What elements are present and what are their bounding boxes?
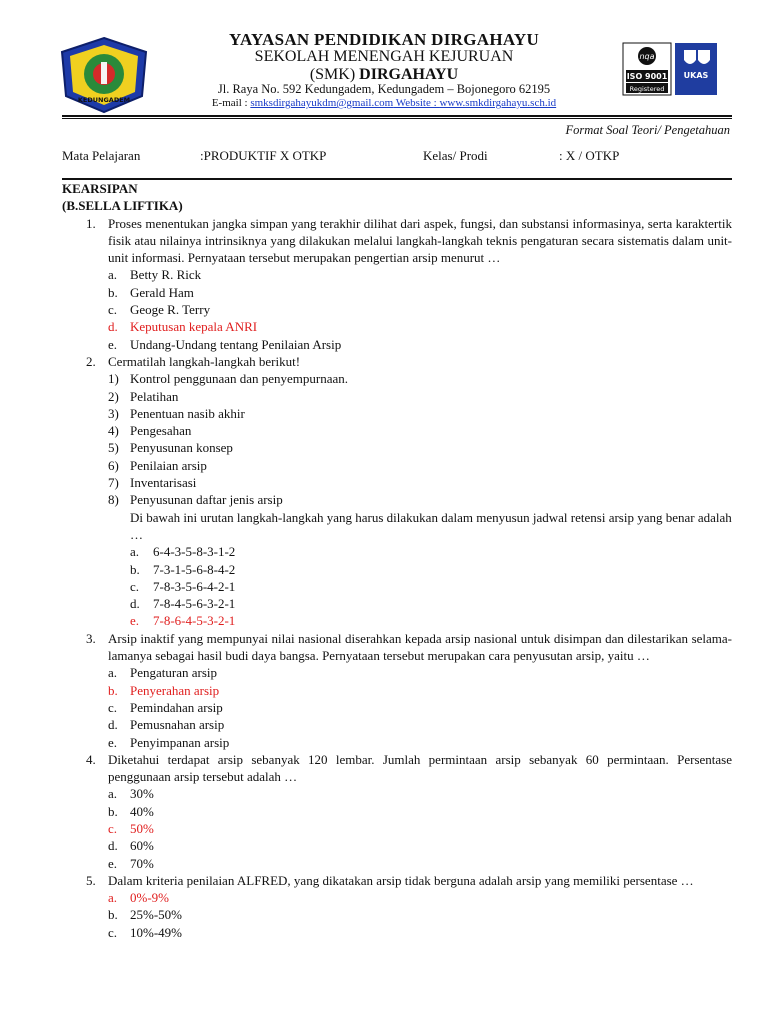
- school-emblem-icon: [58, 36, 150, 114]
- question-number: 2.: [86, 353, 96, 369]
- website-link[interactable]: www.smkdirgahayu.sch.id: [439, 97, 557, 109]
- option-letter: e.: [108, 855, 118, 871]
- step-number: 8): [108, 492, 119, 508]
- answer-option: [62, 803, 732, 820]
- svg-text:ISO 9001: ISO 9001: [626, 72, 668, 81]
- option-text: Pemusnahan arsip: [130, 717, 225, 733]
- step-item: [62, 439, 732, 456]
- option-letter: d.: [108, 717, 118, 733]
- option-text: Undang-Undang tentang Penilaian Arsip: [130, 336, 342, 352]
- option-text: 40%: [130, 803, 154, 819]
- answer-option: [62, 906, 732, 923]
- option-letter: e.: [130, 613, 140, 629]
- svg-text:KEDUNGADEM: KEDUNGADEM: [77, 96, 131, 104]
- step-number: 7): [108, 475, 119, 491]
- option-letter: c.: [108, 302, 118, 318]
- option-letter: a.: [108, 267, 118, 283]
- step-text: Penilaian arsip: [130, 457, 207, 473]
- option-text: Gerald Ham: [130, 284, 194, 300]
- question-body: Proses menentukan jangka simpan yang terakhir dilihat dari aspek, fungsi, dan substansi informasinya, serta karaktertik fisik atau nilainya intrinsiknya yang dilakukan melalui langkah-langkah teknis pengaturan secara sistematis dalam unit-unit informasi. Pernyataan tersebut merupakan pengertian arsip menurut …: [108, 215, 732, 266]
- class-label: Kelas/ Prodi: [423, 148, 488, 163]
- option-text: Penyerahan arsip: [130, 682, 220, 698]
- answer-option: [62, 301, 732, 318]
- option-letter: c.: [130, 578, 140, 594]
- section-title: KEARSIPAN: [62, 181, 138, 196]
- step-number: 6): [108, 457, 119, 473]
- option-text: 50%: [130, 820, 154, 836]
- header-divider: [62, 115, 732, 117]
- step-number: 4): [108, 423, 119, 439]
- letterhead: [0, 0, 768, 137]
- question-number: 1.: [86, 215, 96, 231]
- option-letter: a.: [108, 786, 118, 802]
- answer-option: [62, 578, 732, 595]
- subject-label: Mata Pelajaran: [62, 148, 141, 163]
- option-text: 70%: [130, 855, 154, 871]
- step-item: [62, 457, 732, 474]
- option-letter: b.: [108, 682, 118, 698]
- step-text: Penyusunan konsep: [130, 440, 233, 456]
- school-type: SEKOLAH MENENGAH KEJURUAN: [254, 48, 514, 65]
- option-letter: d.: [130, 596, 140, 612]
- step-text: Inventarisasi: [130, 475, 197, 491]
- svg-text:UKAS: UKAS: [683, 71, 709, 80]
- answer-option: [62, 716, 732, 733]
- option-letter: a.: [108, 890, 118, 906]
- question-list: [62, 215, 732, 941]
- option-text: 0%-9%: [130, 890, 169, 906]
- option-text: Penyimpanan arsip: [130, 734, 230, 750]
- subject-row: [62, 148, 732, 170]
- step-number: 5): [108, 440, 119, 456]
- option-text: 10%-49%: [130, 924, 182, 940]
- answer-option-correct: [62, 889, 732, 906]
- step-item: [62, 405, 732, 422]
- email-link[interactable]: smksdirgahayukdm@gmail.com: [250, 97, 394, 109]
- option-text: 6-4-3-5-8-3-1-2: [153, 544, 236, 560]
- author-name: (B.SELLA LIFTIKA): [62, 198, 183, 214]
- option-letter: b.: [130, 561, 140, 577]
- option-text: Pemindahan arsip: [130, 699, 223, 715]
- answer-option-correct: [62, 820, 732, 837]
- header-divider-thin: [62, 118, 732, 119]
- answer-option: [62, 734, 732, 751]
- answer-option: [62, 284, 732, 301]
- option-text: Betty R. Rick: [130, 267, 202, 283]
- step-item: [62, 388, 732, 405]
- iso-certification-icon: [622, 42, 718, 96]
- svg-text:nqa: nqa: [639, 52, 655, 61]
- option-letter: c.: [108, 820, 118, 836]
- school-address: Jl. Raya No. 592 Kedungadem, Kedungadem – Bojonegoro 62195: [217, 82, 551, 96]
- option-letter: a.: [108, 665, 118, 681]
- question-text: [62, 751, 732, 786]
- option-letter: b.: [108, 803, 118, 819]
- option-letter: a.: [130, 544, 140, 560]
- option-letter: d.: [108, 838, 118, 854]
- option-text: 7-3-1-5-6-8-4-2: [153, 561, 236, 577]
- answer-option-correct: [62, 612, 732, 629]
- question-body: Cermatilah langkah-langkah berikut!: [108, 353, 301, 369]
- step-item: [62, 422, 732, 439]
- step-item: [62, 491, 732, 508]
- answer-option: [62, 924, 732, 941]
- option-text: 25%-50%: [130, 907, 182, 923]
- question-number: 4.: [86, 751, 96, 767]
- option-text: 7-8-3-5-6-4-2-1: [153, 578, 236, 594]
- question-body: Diketahui terdapat arsip sebanyak 120 lembar. Jumlah permintaan arsip sebanyak 60 permintaan. Persentase penggunaan arsip tersebut adalah …: [108, 751, 732, 785]
- school-name: (SMK) DIRGAHAYU: [309, 66, 459, 83]
- option-text: 30%: [130, 786, 154, 802]
- answer-option: [62, 855, 732, 872]
- subject-value: :PRODUKTIF X OTKP: [200, 148, 327, 163]
- question-text: [62, 353, 732, 370]
- answer-option: [62, 336, 732, 353]
- option-text: 60%: [130, 838, 154, 854]
- option-letter: e.: [108, 336, 118, 352]
- question-text: [62, 215, 732, 267]
- answer-option: [62, 837, 732, 854]
- step-text: Penyusunan daftar jenis arsip: [130, 492, 283, 508]
- option-letter: c.: [108, 924, 118, 940]
- option-letter: b.: [108, 284, 118, 300]
- answer-option: [62, 699, 732, 716]
- answer-option: [62, 595, 732, 612]
- answer-option: [62, 664, 732, 681]
- question-text: [62, 630, 732, 665]
- school-contact: E-mail : smksdirgahayukdm@gmail.com Website : www.smkdirgahayu.sch.id: [211, 97, 557, 109]
- question-text: [62, 872, 732, 889]
- answer-option: [62, 561, 732, 578]
- answer-option: [62, 785, 732, 802]
- option-text: Keputusan kepala ANRI: [130, 319, 258, 335]
- step-text: Pengesahan: [130, 423, 192, 439]
- question-body: Arsip inaktif yang mempunyai nilai nasional diserahkan kepada arsip nasional untuk disimpan dan dilestarikan selama-lamanya sebagai hasil budi daya bangsa. Pernyataan tersebut merupakan cara penyusutan arsip, yaitu …: [108, 630, 732, 664]
- option-text: 7-8-4-5-6-3-2-1: [153, 596, 236, 612]
- question-sheet: [62, 180, 732, 941]
- step-text: Pelatihan: [130, 388, 179, 404]
- class-value: : X / OTKP: [559, 148, 620, 163]
- step-number: 1): [108, 371, 119, 387]
- question-number: 3.: [86, 630, 96, 646]
- option-text: Geoge R. Terry: [130, 302, 211, 318]
- answer-option: [62, 266, 732, 283]
- svg-text:Registered: Registered: [629, 85, 665, 93]
- option-letter: e.: [108, 734, 118, 750]
- option-text: Pengaturan arsip: [130, 665, 218, 681]
- question-body: Dalam kriteria penilaian ALFRED, yang dikatakan arsip tidak berguna adalah arsip yang memiliki persentase …: [108, 872, 694, 888]
- step-text: Kontrol penggunaan dan penyempurnaan.: [130, 371, 349, 387]
- question-prompt: Di bawah ini urutan langkah-langkah yang harus dilakukan dalam menyusun jadwal retensi arsip yang benar adalah …: [130, 509, 732, 542]
- step-text: Penentuan nasib akhir: [130, 405, 245, 421]
- step-number: 3): [108, 405, 119, 421]
- answer-option: [62, 543, 732, 560]
- answer-option-correct: [62, 682, 732, 699]
- step-item: [62, 370, 732, 387]
- option-letter: b.: [108, 907, 118, 923]
- step-number: 2): [108, 388, 119, 404]
- answer-option-correct: [62, 318, 732, 335]
- option-letter: c.: [108, 699, 118, 715]
- question-number: 5.: [86, 872, 96, 888]
- step-item: [62, 474, 732, 491]
- foundation-name: YAYASAN PENDIDIKAN DIRGAHAYU: [228, 30, 540, 49]
- option-letter: d.: [108, 319, 118, 335]
- option-text: 7-8-6-4-5-3-2-1: [153, 613, 236, 629]
- format-label: Format Soal Teori/ Pengetahuan: [565, 123, 730, 137]
